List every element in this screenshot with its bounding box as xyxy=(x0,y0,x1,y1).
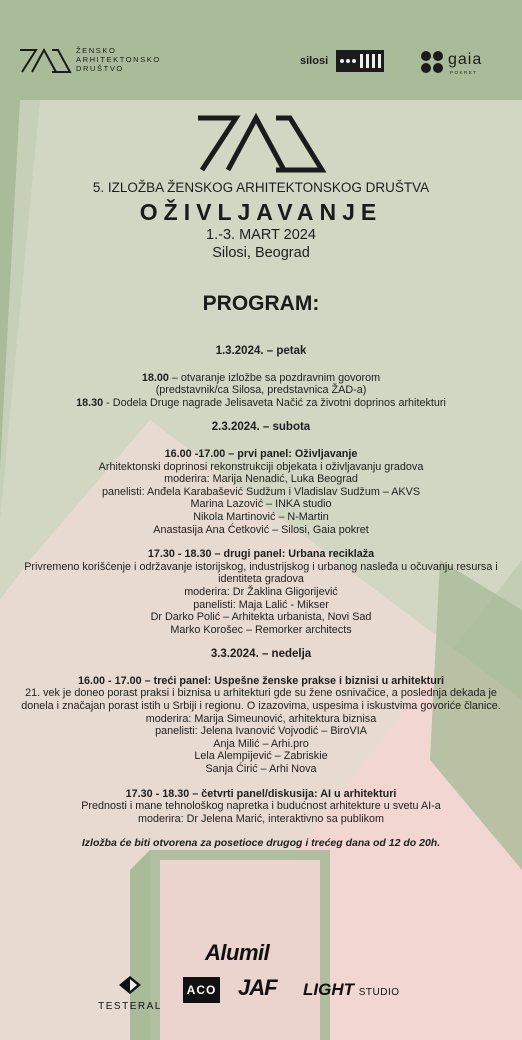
panel-4 xyxy=(20,788,502,826)
silosi-wordmark: silosi xyxy=(300,55,329,67)
testeral-diamond-icon xyxy=(119,976,141,994)
panel-line: Lela Alempijević – Zabriskie xyxy=(194,750,328,763)
panel-line: Prednosti i mane tehnološkog napretka i budućnost arhitekture u svetu AI-a xyxy=(81,800,441,813)
day-heading-3: 3.3.2024. – nedelja xyxy=(210,648,312,661)
sponsor-logos xyxy=(0,940,522,1040)
org-name xyxy=(76,46,161,73)
panel-heading: 17.30 - 18.30 – drugi panel: Urbana reciklaža xyxy=(147,548,375,561)
panel-line: Sanja Ćirić – Arhi Nova xyxy=(205,763,317,776)
zad-logo-icon xyxy=(18,48,74,74)
panel-line: Dr Darko Polić – Arhitekta urbanista, Novi Sad xyxy=(150,611,372,624)
opening-hours-notice: Izložba će biti otvorena za posetioce drugog i trećeg dana od 12 do 20h. xyxy=(81,837,441,850)
panel-line: Anja Milić – Arhi.pro xyxy=(213,737,309,750)
day-heading-2: 2.3.2024. – subota xyxy=(211,421,311,434)
event-line: 18.30 - Dodela Druge nagrade Jelisaveta Načić za životni doprinos arhitekturi xyxy=(76,396,446,409)
org-line-1: ŽENSKO xyxy=(76,46,117,55)
panel-line: Marina Lazović – INKA studio xyxy=(190,498,332,511)
panel-heading: 17.30 - 18.30 – četvrti panel/diskusija: AI u arhitekturi xyxy=(125,787,397,800)
alumil-logo: Alumil xyxy=(205,940,270,965)
panel-heading: 16.00 - 17.00 – treći panel: Uspešne ženske prakse i biznisi u arhitekturi xyxy=(77,674,445,687)
studio-wordmark: STUDIO xyxy=(358,987,400,998)
panel-line: Anastasija Ana Ćetković – Silosi, Gaia pokret xyxy=(153,523,369,536)
program-title: PROGRAM: xyxy=(202,292,320,315)
jaf-logo: JAF xyxy=(238,975,277,1000)
event-line: (predstavnik/ca Silosa, predstavnica ŽAD-a) xyxy=(155,384,367,397)
silosi-mark-icon xyxy=(336,50,384,72)
exhibition-title: OŽIVLJAVANJE xyxy=(139,199,383,225)
gaia-dots-icon xyxy=(420,50,444,74)
panel-line: moderira: Marija Nenadić, Luka Beograd xyxy=(164,473,358,486)
panel-line: moderira: Dr Jelena Marić, interaktivno sa publikom xyxy=(137,812,385,825)
aco-logo: ACO xyxy=(183,977,220,1003)
day-1-events xyxy=(20,372,502,410)
testeral-wordmark: TESTERAL xyxy=(98,1001,162,1012)
exhibition-header xyxy=(0,112,522,262)
org-line-2: ARHITEKTONSKO xyxy=(76,55,161,64)
panel-line: Marko Korošec – Remorker architects xyxy=(170,623,352,636)
panel-line: moderira: Dr Žaklina Gligorijević xyxy=(184,585,338,598)
event-line: 18.00 – otvaranje izložbe sa pozdravnim govorom xyxy=(141,371,381,384)
day-heading-1: 1.3.2024. – petak xyxy=(215,345,307,357)
program-schedule xyxy=(20,345,502,850)
light-wordmark: LIGHT xyxy=(303,980,354,999)
panel-line: moderira: Marija Simeunović, arhitektura biznisa xyxy=(145,712,377,725)
gaia-wordmark: gaia xyxy=(448,51,483,68)
gaia-subtitle: POKRET xyxy=(450,70,478,75)
exhibition-subtitle: 5. IZLOŽBA ŽENSKOG ARHITEKTONSKOG DRUŠTVA xyxy=(92,180,430,195)
top-logo-bar xyxy=(0,36,522,86)
panel-line: panelisti: Anđela Karabašević Sudžum i Vladislav Sudžum – AKVS xyxy=(101,485,421,498)
light-studio-logo xyxy=(303,980,400,1000)
panel-1 xyxy=(20,448,502,536)
org-line-3: DRUŠTVO xyxy=(76,64,124,73)
panel-line: 21. vek je doneo porast praksi i biznisa u arhitekturi gde su žene osnivačice, a poslednja dekada je donela i značajan porast istih u Srbiji i regionu. O izazovima, uspesima i iskustvima govoriće članice. xyxy=(21,687,501,713)
exhibition-venue: Silosi, Beograd xyxy=(212,245,310,261)
zad-large-logo-icon xyxy=(194,112,328,174)
panel-line: Nikola Martinović – N-Martin xyxy=(193,510,329,523)
panel-line: Arhitektonski doprinosi rekonstrukciji objekata i oživljavanju gradova xyxy=(98,460,424,473)
panel-line: panelisti: Jelena Ivanović Vojvodić – BiroVIA xyxy=(155,725,367,738)
panel-3 xyxy=(20,675,502,776)
panel-2 xyxy=(20,548,502,636)
panel-heading: 16.00 -17.00 – prvi panel: Oživljavanje xyxy=(164,447,358,460)
exhibition-dates: 1.-3. MART 2024 xyxy=(206,227,316,243)
panel-line: panelisti: Maja Lalić - Mikser xyxy=(193,598,329,611)
testeral-logo xyxy=(95,976,165,1012)
org-logo xyxy=(18,46,178,76)
panel-line: Privremeno korišćenje i održavanje istorijskog, industrijskog i urbanog nasleđa u očuvanju resursa i identiteta gradova xyxy=(24,560,498,586)
